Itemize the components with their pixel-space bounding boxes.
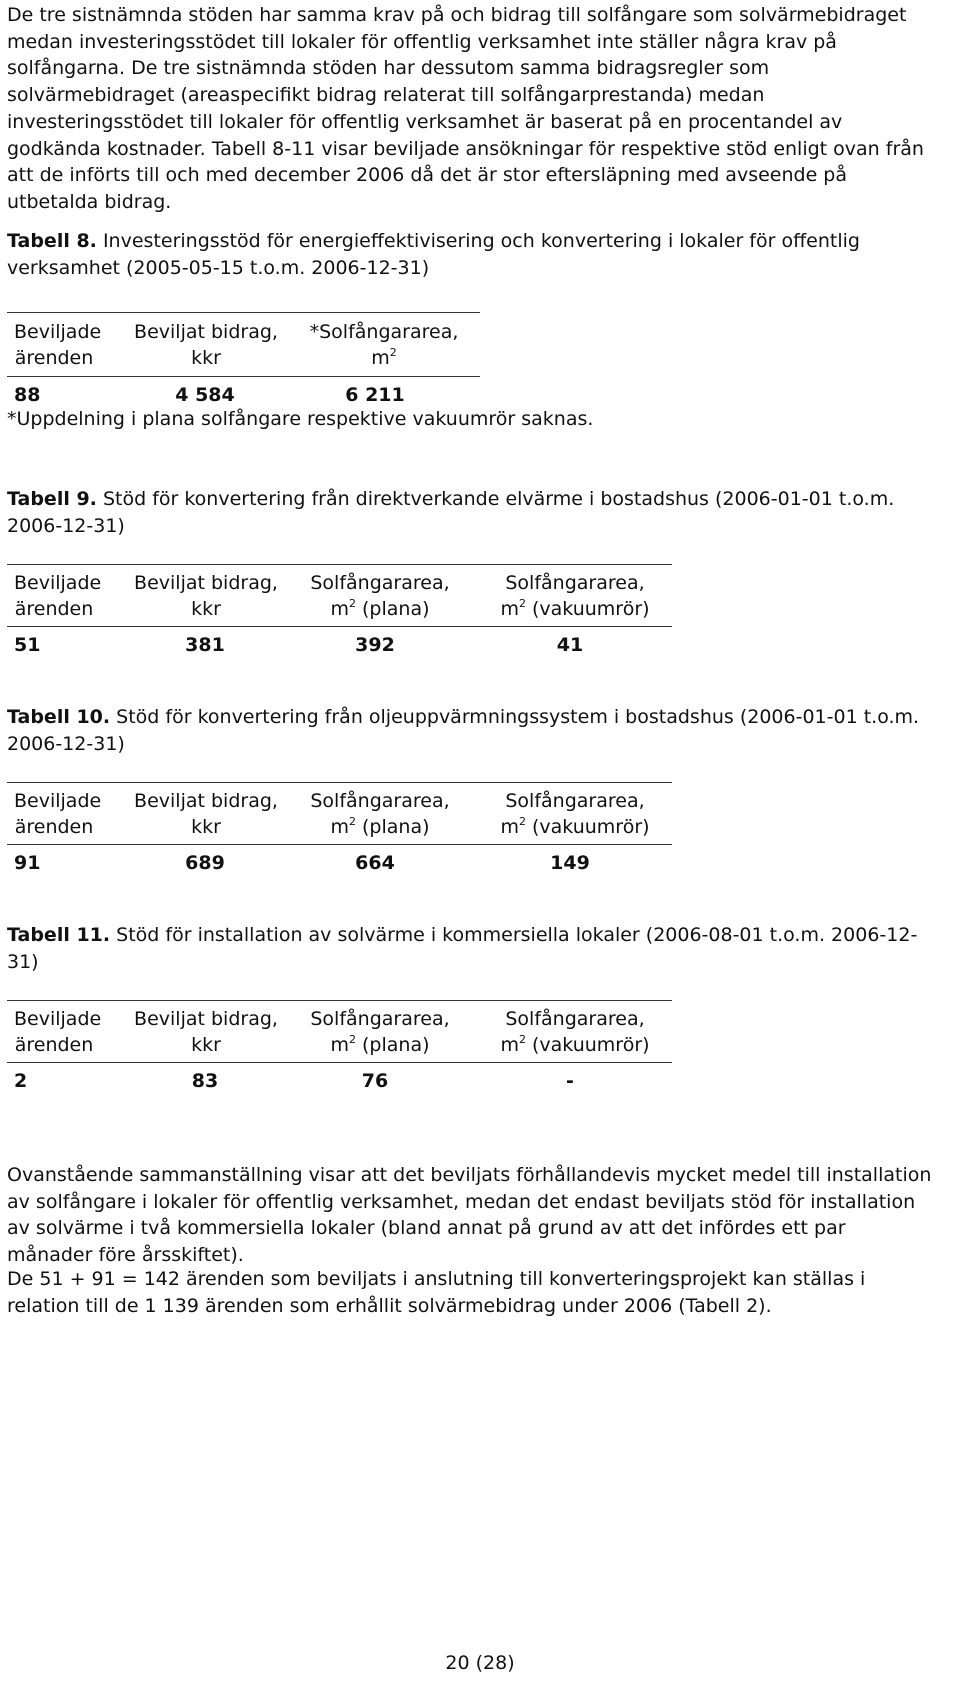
table11-title: Stöd för installation av solvärme i kommersiella lokaler (2006-08-01 t.o.m. 2006-12-31) — [7, 924, 918, 973]
table11-value-3: 76 — [361, 1070, 389, 1092]
outro-paragraph-2: De 51 + 91 = 142 ärenden som beviljats i anslutning till konverteringsprojekt kan ställas i relation till de 1 139 ärenden som erhållit solvärmebidrag under 2006 (Tabell 2). — [7, 1268, 866, 1317]
table11-value-1: 2 — [14, 1070, 28, 1092]
table11-value-4: - — [566, 1070, 574, 1092]
table11-header-2: Beviljat bidrag, kkr — [134, 1008, 278, 1056]
table9-value-3: 392 — [355, 634, 395, 656]
table9-header-rule — [7, 626, 672, 627]
table9-top-rule — [7, 564, 672, 565]
table9-value-4: 41 — [556, 634, 584, 656]
table8-value-2: 4 584 — [175, 384, 235, 406]
table10-top-rule — [7, 782, 672, 783]
table8-footnote: *Uppdelning i plana solfångare respektive vakuumrör saknas. — [7, 408, 594, 430]
table8-value-3: 6 211 — [345, 384, 405, 406]
table8-value-1: 88 — [14, 384, 41, 406]
table10-header-4: Solfångararea, $m^2$ (vakuumrör) — [500, 790, 650, 838]
table11-caption — [7, 922, 932, 975]
table8-header-1: Beviljade ärenden — [14, 321, 102, 369]
table8-label: Tabell 8. — [7, 230, 97, 252]
table11-label: Tabell 11. — [7, 924, 111, 946]
table8-header-3: *Solfångararea, $m^2$ — [309, 321, 459, 369]
page-number: 20 (28) — [445, 1652, 515, 1674]
outro-paragraph-1: Ovanstående sammanställning visar att det beviljats förhållandevis mycket medel till installation av solfångare i lokaler för offentlig verksamhet, medan det endast beviljats stöd för installation av solvärme i två kommersiella lokaler (bland annat på grund av att det infördes ett par månader före årsskiftet). — [7, 1164, 932, 1267]
table10-value-3: 664 — [355, 852, 395, 874]
table11-value-2: 83 — [191, 1070, 219, 1092]
table10-header-1: Beviljade ärenden — [14, 790, 102, 838]
table10-label: Tabell 10. — [7, 706, 111, 728]
table10-header-rule — [7, 844, 672, 845]
table9-label: Tabell 9. — [7, 488, 97, 510]
table9-value-2: 381 — [185, 634, 225, 656]
table9-header-1: Beviljade ärenden — [14, 572, 102, 620]
table11-top-rule — [7, 1000, 672, 1001]
table9-header-2: Beviljat bidrag, kkr — [134, 572, 278, 620]
table9-title: Stöd för konvertering från direktverkande elvärme i bostadshus (2006-01-01 t.o.m. 2006-12-31) — [7, 488, 895, 537]
table9-header-4: Solfångararea, $m^2$ (vakuumrör) — [500, 572, 650, 620]
table10-value-4: 149 — [550, 852, 590, 874]
table8-header-2: Beviljat bidrag, kkr — [134, 321, 278, 369]
table8-header-rule — [7, 376, 480, 377]
intro-text-1: De tre sistnämnda stöden har samma krav på och bidrag till solfångare som solvärmebidraget medan investeringsstödet till lokaler för offentlig verksamhet inte ställer några krav på solfångarna. De tre sistnämnda stöden har dessutom samma bidragsregler som solvärmebidraget (areaspecifikt bidrag relaterat till solfångarprestanda) medan investeringsstödet till lokaler för offentlig verksamhet är baserat på en procentandel av godkända kostnader. — [7, 4, 907, 160]
table10-title: Stöd för konvertering från oljeuppvärmningssystem i bostadshus (2006-01-01 t.o.m. 2006-12-31) — [7, 706, 920, 755]
table8-title: Investeringsstöd för energieffektivisering och konvertering i lokaler för offentlig verksamhet (2005-05-15 t.o.m. 2006-12-31) — [7, 230, 860, 279]
intro-paragraph — [7, 2, 932, 216]
table10-header-3: Solfångararea, $m^2$ (plana) — [310, 790, 450, 838]
table9-value-1: 51 — [14, 634, 41, 656]
table11-header-rule — [7, 1062, 672, 1063]
table10-value-2: 689 — [185, 852, 225, 874]
table10-value-1: 91 — [14, 852, 41, 874]
table11-header-4: Solfångararea, $m^2$ (vakuumrör) — [500, 1008, 650, 1056]
table11-header-3: Solfångararea, $m^2$ (plana) — [310, 1008, 450, 1056]
intro-text-2: Tabell 8-11 visar beviljade ansökningar för respektive stöd enligt ovan från att de införts till och med december 2006 då det är stor eftersläpning med avseende på utbetalda bidrag. — [7, 137, 924, 213]
table10-caption — [7, 704, 932, 757]
table8-caption — [7, 228, 932, 281]
table8-top-rule — [7, 312, 480, 313]
table9-header-3: Solfångararea, $m^2$ (plana) — [310, 572, 450, 620]
table9-caption — [7, 486, 932, 539]
table11-header-1: Beviljade ärenden — [14, 1008, 102, 1056]
table10-header-2: Beviljat bidrag, kkr — [134, 790, 278, 838]
